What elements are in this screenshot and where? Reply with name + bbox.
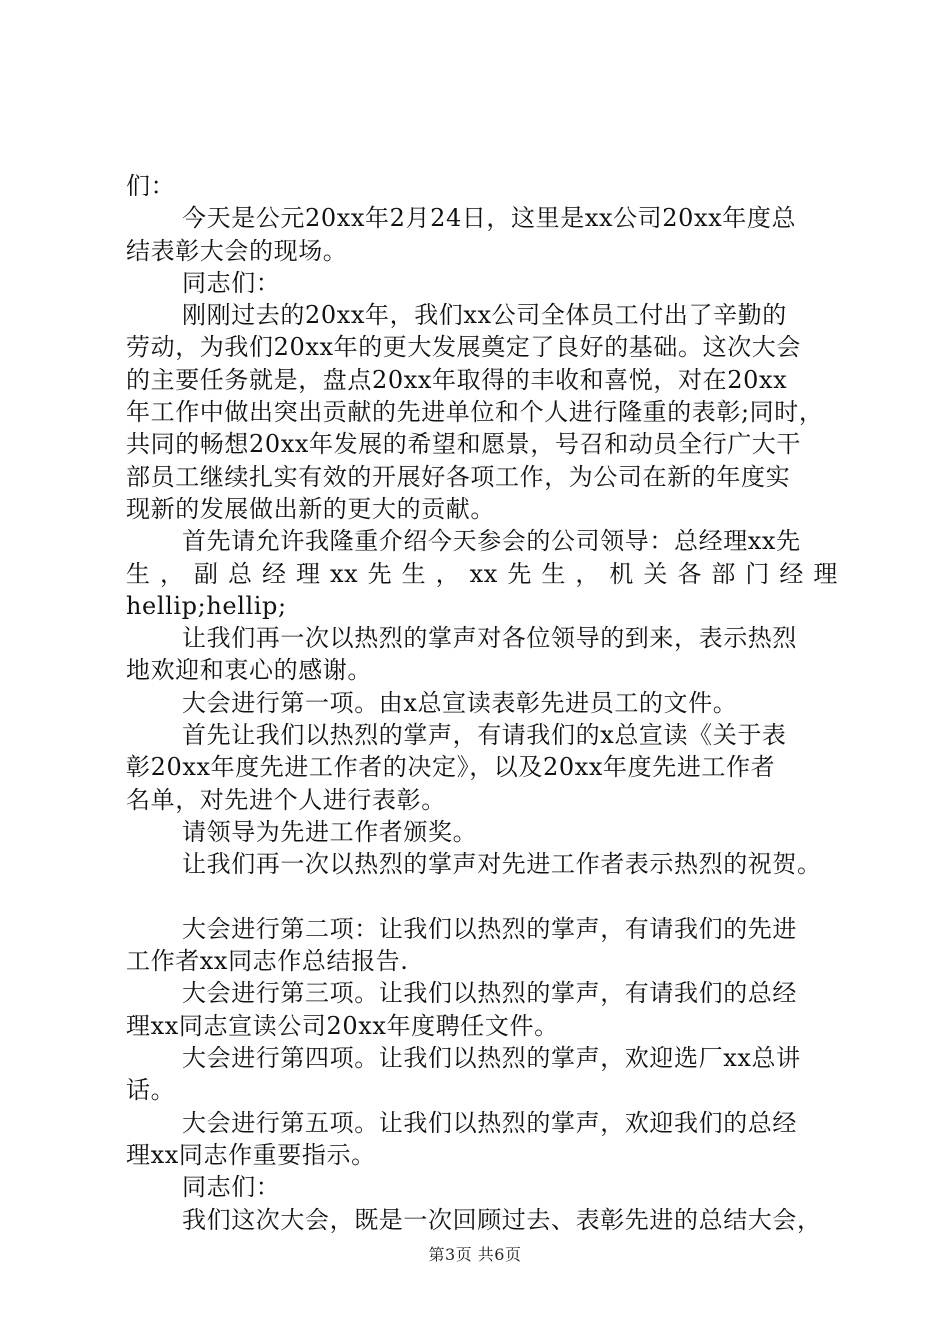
text-line: 工作者xx同志作总结报告. [126,947,409,976]
text-token: 理 [296,559,321,588]
text-token: 生 [126,559,151,588]
text-line: 大会进行第三项。让我们以热烈的掌声，有请我们的总经 [182,979,797,1008]
text-token: 理 [813,559,838,588]
document-body [126,170,838,1236]
text-line: 大会进行第二项：让我们以热烈的掌声，有请我们的先进 [182,914,797,943]
text-token: 经 [262,559,287,588]
text-token: xx [469,559,498,588]
text-line: 理xx同志作重要指示。 [126,1140,376,1169]
text-token: ， [160,559,185,588]
text-line: 让我们再一次以热烈的掌声对各位领导的到来，表示热烈 [182,624,797,653]
page-number-footer: 第3页 共6页 [428,1245,522,1264]
text-token: 关 [643,559,668,588]
text-line: 我们这次大会，既是一次回顾过去、表彰先进的总结大会， [182,1205,822,1234]
text-line: 首先请允许我隆重介绍今天参会的公司领导：总经理xx先 [182,527,801,556]
text-line: 共同的畅想20xx年发展的希望和愿景，号召和动员全行广大干 [126,430,802,459]
text-token: 生 [401,559,427,588]
text-token: 先 [507,559,532,588]
text-line: 现新的发展做出新的更大的贡献。 [126,494,495,523]
text-token: 经 [779,559,804,588]
text-line: 部员工继续扎实有效的开展好各项工作，为公司在新的年度实 [126,462,791,491]
text-line: 地欢迎和衷心的感谢。 [126,656,372,685]
text-token: ， [435,559,461,588]
text-line: 今天是公元20xx年2月24日，这里是xx公司20xx年度总 [182,204,797,233]
text-line: 同志们： [182,1173,281,1202]
text-line: 理xx同志宣读公司20xx年度聘任文件。 [126,1011,559,1040]
text-token: 副 [194,559,219,588]
text-token: xx [330,559,359,588]
text-line: 名单，对先进个人进行表彰。 [126,785,446,814]
text-token: ， [575,559,600,588]
text-line: 刚刚过去的20xx年，我们xx公司全体员工付出了辛勤的 [182,301,787,330]
text-token: 生 [541,559,566,588]
text-line: hellip;hellip; [126,591,287,620]
text-line: 劳动，为我们20xx年的更大发展奠定了良好的基础。这次大会 [126,333,802,362]
text-line: 请领导为先进工作者颁奖。 [182,817,478,846]
text-line: 结表彰大会的现场。 [126,236,348,265]
text-token: 先 [367,559,393,588]
text-line: 让我们再一次以热烈的掌声对先进工作者表示热烈的祝贺。 [182,850,822,879]
text-token: 各 [677,559,702,588]
text-token: 部 [711,559,736,588]
text-line: 彰20xx年度先进工作者的决定》，以及20xx年度先进工作者 [126,753,776,782]
blank-line [126,881,838,913]
text-line: 大会进行第一项。由x总宣读表彰先进员工的文件。 [182,688,738,717]
text-line: 话。 [126,1076,176,1105]
text-token: 机 [609,559,634,588]
justified-text-line [126,558,838,590]
text-line: 们： [126,172,176,200]
text-token: 门 [745,559,770,588]
text-line: 大会进行第五项。让我们以热烈的掌声，欢迎我们的总经 [182,1108,797,1137]
text-line: 同志们： [182,268,281,297]
text-token: 总 [228,559,253,588]
text-line: 的主要任务就是，盘点20xx年取得的丰收和喜悦，对在20xx [126,365,788,394]
text-line: 年工作中做出突出贡献的先进单位和个人进行隆重的表彰;同时， [126,398,824,427]
text-line: 大会进行第四项。让我们以热烈的掌声，欢迎选厂xx总讲 [182,1044,801,1073]
text-line: 首先让我们以热烈的掌声，有请我们的x总宣读《关于表 [182,721,787,750]
